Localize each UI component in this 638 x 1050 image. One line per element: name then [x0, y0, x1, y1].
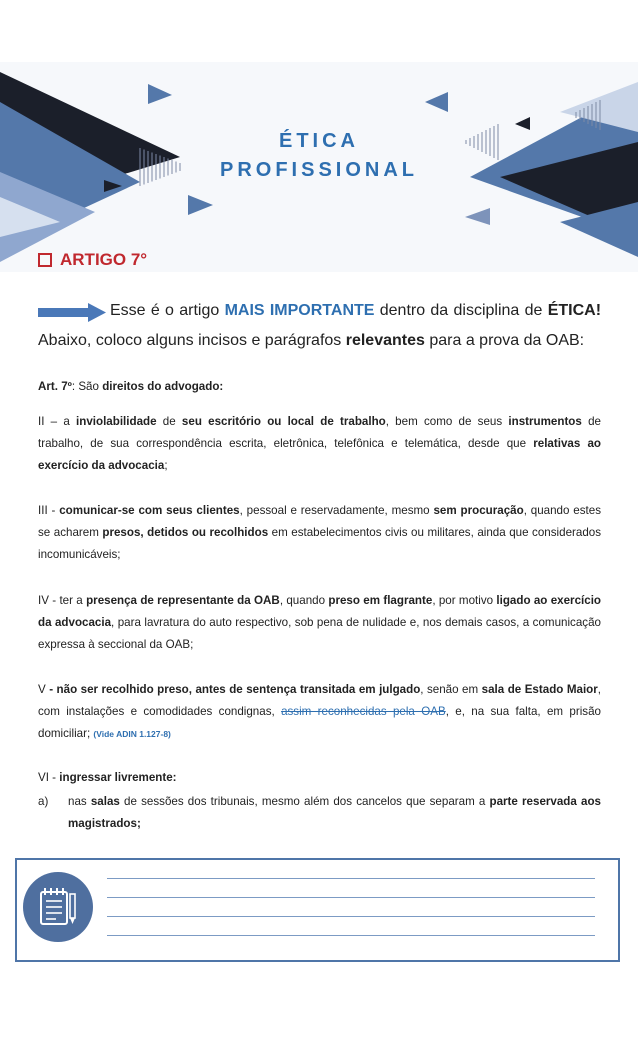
inciso-v: [38, 679, 601, 745]
bold-text: sala de Estado Maior: [481, 683, 598, 696]
note-line: [107, 878, 595, 879]
text: ;: [164, 459, 168, 472]
intro-text: para a prova da OAB:: [424, 332, 585, 349]
list-item-marker: a): [38, 795, 49, 808]
inciso-iv: [38, 590, 601, 656]
article-heading: [38, 376, 601, 398]
bold-text: parte reservada aos magistrados;: [68, 795, 601, 830]
notes-box: [15, 858, 620, 962]
text: de sessões dos tribunais, mesmo além dos cancelos que separam a: [119, 795, 490, 808]
note-line: [107, 897, 595, 898]
vide-adin-link[interactable]: (Vide ADIN 1.127-8): [93, 729, 171, 739]
intro-bold: ÉTICA!: [547, 302, 602, 319]
inciso-ii: [38, 411, 601, 477]
intro-text: Esse é o artigo: [110, 302, 225, 319]
small-dark-triangle-2: [515, 117, 530, 130]
inciso-iii: [38, 500, 601, 566]
text: IV - ter a: [38, 594, 87, 607]
text: nas: [68, 795, 91, 808]
intro-line-2: [38, 326, 601, 356]
note-line: [107, 916, 595, 917]
list-item-text: [68, 791, 601, 835]
article-label: Art. 7º: [38, 380, 72, 393]
bold-text: ligado ao exercício da advocacia: [38, 594, 601, 629]
inciso-vi: [38, 767, 601, 789]
text: V: [38, 683, 46, 696]
list-item-a: [38, 791, 601, 835]
section-heading-label: ARTIGO 7°: [60, 250, 148, 269]
bold-text: comunicar-se com seus clientes: [59, 504, 240, 517]
text: de trabalho, de sua correspondência escrita, eletrônica, telefônica e telemática, desde que: [38, 415, 601, 450]
text: , senão em: [420, 683, 482, 696]
revoked-text-link[interactable]: assim reconhecidas pela OAB: [281, 705, 446, 718]
text: , quando: [279, 594, 329, 607]
small-blue-triangle-4: [465, 208, 490, 225]
text: em estabelecimentos civis ou militares, ainda que considerados incomunicáveis;: [38, 526, 602, 561]
bold-text: sem procuração: [433, 504, 524, 517]
text: , com instalações e comodidades condignas,: [38, 683, 601, 718]
intro-text: dentro da disciplina de: [374, 302, 548, 319]
article-bold: direitos do advogado:: [102, 380, 224, 393]
intro-text: Abaixo, coloco alguns incisos e parágrafos: [38, 332, 346, 349]
bold-text: relativas ao exercício da advocacia: [38, 437, 601, 472]
text: , e, na sua falta, em prisão domiciliar;: [38, 705, 601, 740]
note-line: [107, 935, 595, 936]
article-colon: :: [71, 380, 79, 393]
notepad-pen-icon: [23, 872, 93, 942]
small-blue-triangle-2: [188, 195, 213, 215]
notes-icon-badge: [23, 872, 93, 942]
bold-text: preso em flagrante: [328, 594, 433, 607]
text: III -: [38, 504, 60, 517]
small-blue-triangle-1: [148, 84, 172, 104]
intro-line-1: [38, 296, 601, 326]
intro-highlight: MAIS IMPORTANTE: [224, 302, 375, 319]
bold-text: presença de representante da OAB: [86, 594, 280, 607]
bold-text: instrumentos: [508, 415, 582, 428]
text: , para lavratura do auto respectivo, sob pena de nulidade e, nos demais casos, a comunicação expressa à seccional da OAB;: [38, 616, 601, 651]
bold-text: seu escritório ou local de trabalho: [181, 415, 386, 428]
article-text: São: [78, 380, 103, 393]
bold-text: - não ser recolhido preso, antes de sentença transitada em julgado: [45, 683, 421, 696]
text: , por motivo: [432, 594, 497, 607]
bold-text: ingressar livremente:: [59, 771, 177, 784]
text: , quando estes se acharem: [38, 504, 602, 539]
bold-text: presos, detidos ou recolhidos: [102, 526, 269, 539]
title-line-1: ÉTICA: [279, 130, 359, 152]
intro-bold: relevantes: [345, 332, 425, 349]
text: II – a: [38, 415, 77, 428]
checkbox-icon: [38, 253, 52, 267]
section-heading: [38, 250, 147, 270]
title-line-2: PROFISSIONAL: [219, 159, 418, 181]
intro-paragraph: [38, 296, 601, 356]
text: , bem como de seus: [385, 415, 509, 428]
bold-text: inviolabilidade: [76, 415, 157, 428]
bold-text: salas: [90, 795, 120, 808]
text: , pessoal e reservadamente, mesmo: [239, 504, 434, 517]
text: de: [156, 415, 182, 428]
text: VI -: [38, 771, 60, 784]
small-blue-triangle-3: [425, 92, 448, 112]
